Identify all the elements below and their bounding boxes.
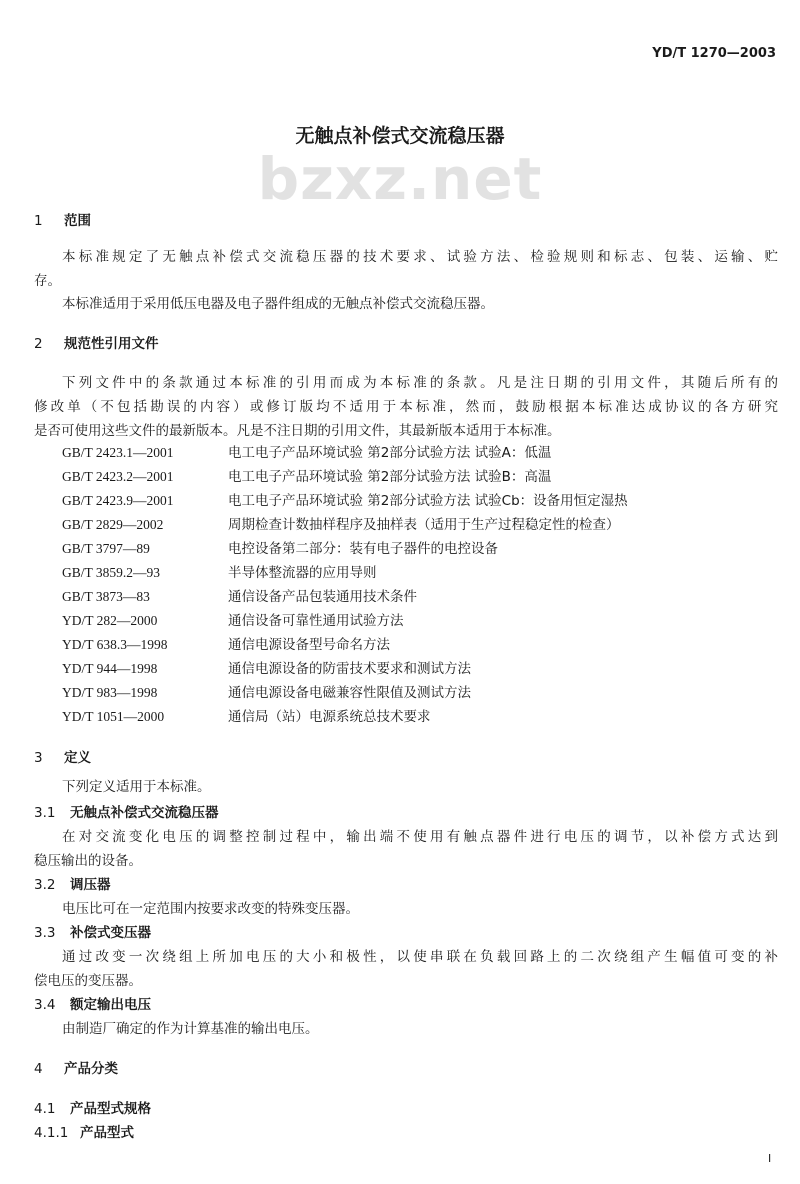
paragraph-line: 偿电压的变压器。 [34, 973, 142, 989]
definition-number: 3.4 [34, 997, 56, 1013]
definition-number: 3.2 [34, 877, 56, 893]
definition-term: 调压器 [70, 877, 111, 893]
reference-title: 通信电源设备电磁兼容性限值及测试方法 [228, 685, 471, 701]
watermark: bzxz.net [257, 152, 543, 206]
paragraph-line: 存。 [34, 273, 61, 289]
subsection-number: 4.1.1 [34, 1125, 69, 1141]
subsection-4-1-1-heading [34, 1124, 134, 1142]
subsection-title: 产品型式 [80, 1125, 134, 1141]
paragraph-line: 下列定义适用于本标准。 [62, 779, 211, 795]
reference-code: GB/T 2423.1—2001 [62, 445, 174, 460]
paragraph-line: 本标准适用于采用低压电器及电子器件组成的无触点补偿式交流稳压器。 [62, 296, 494, 312]
reference-title: 通信电源设备型号命名方法 [228, 637, 390, 653]
definition-3-4-heading [34, 996, 151, 1014]
reference-code: GB/T 3797—89 [62, 541, 150, 556]
reference-title: 电工电子产品环境试验 第2部分试验方法 试验B：高温 [228, 469, 552, 485]
reference-title: 通信局（站）电源系统总技术要求 [228, 709, 431, 725]
definition-3-2-heading [34, 876, 111, 894]
reference-code: GB/T 2423.2—2001 [62, 469, 174, 484]
reference-code: YD/T 983—1998 [62, 685, 158, 700]
paragraph-line: 稳压输出的设备。 [34, 853, 142, 869]
definition-number: 3.3 [34, 925, 56, 941]
reference-code: GB/T 2829—2002 [62, 517, 164, 532]
section-title: 范围 [64, 213, 91, 229]
paragraph-line: 是否可使用这些文件的最新版本。凡是不注日期的引用文件，其最新版本适用于本标准。 [34, 423, 561, 439]
paragraph-line: 本标准规定了无触点补偿式交流稳压器的技术要求、试验方法、检验规则和标志、包装、运输、贮 [62, 249, 778, 265]
reference-title: 通信设备产品包装通用技术条件 [228, 589, 417, 605]
definition-number: 3.1 [34, 805, 56, 821]
paragraph-line: 由制造厂确定的作为计算基准的输出电压。 [62, 1021, 319, 1037]
reference-title: 半导体整流器的应用导则 [228, 565, 377, 581]
standard-code-header: YD/T 1270—2003 [652, 46, 776, 61]
reference-title: 通信电源设备的防雷技术要求和测试方法 [228, 661, 471, 677]
definition-term: 无触点补偿式交流稳压器 [70, 805, 219, 821]
reference-code: YD/T 638.3—1998 [62, 637, 168, 652]
section-3-heading [34, 749, 91, 767]
reference-title: 周期检查计数抽样程序及抽样表（适用于生产过程稳定性的检查） [228, 517, 620, 533]
paragraph-line: 电压比可在一定范围内按要求改变的特殊变压器。 [62, 901, 359, 917]
reference-code: GB/T 2423.9—2001 [62, 493, 174, 508]
reference-code: YD/T 1051—2000 [62, 709, 165, 724]
section-4-heading [34, 1060, 118, 1078]
page-number: I [768, 1152, 772, 1165]
reference-code: YD/T 944—1998 [62, 661, 158, 676]
subsection-title: 产品型式规格 [70, 1101, 151, 1117]
reference-code: GB/T 3859.2—93 [62, 565, 161, 580]
paragraph-line: 修改单（不包括勘误的内容）或修订版均不适用于本标准，然而，鼓励根据本标准达成协议的各方研究 [34, 399, 778, 415]
reference-title: 电工电子产品环境试验 第2部分试验方法 试验Cb：设备用恒定湿热 [228, 493, 628, 509]
reference-title: 通信设备可靠性通用试验方法 [228, 613, 404, 629]
reference-title: 电控设备第二部分：装有电子器件的电控设备 [228, 541, 498, 557]
section-title: 规范性引用文件 [64, 336, 159, 352]
document-title: 无触点补偿式交流稳压器 [295, 125, 505, 147]
paragraph-line: 下列文件中的条款通过本标准的引用而成为本标准的条款。凡是注日期的引用文件，其随后所有的 [62, 375, 778, 391]
section-1-heading [34, 212, 91, 230]
section-title: 产品分类 [64, 1061, 118, 1077]
reference-code: GB/T 3873—83 [62, 589, 150, 604]
definition-3-1-heading [34, 804, 219, 822]
section-number: 1 [34, 213, 43, 229]
section-2-heading [34, 335, 159, 353]
definition-term: 补偿式变压器 [70, 925, 151, 941]
section-number: 2 [34, 336, 43, 352]
paragraph-line: 在对交流变化电压的调整控制过程中，输出端不使用有触点器件进行电压的调节，以补偿方式达到 [62, 829, 778, 845]
section-number: 3 [34, 750, 43, 766]
definition-term: 额定输出电压 [70, 997, 151, 1013]
paragraph-line: 通过改变一次绕组上所加电压的大小和极性，以使串联在负载回路上的二次绕组产生幅值可变的补 [62, 949, 778, 965]
definition-3-3-heading [34, 924, 151, 942]
subsection-number: 4.1 [34, 1101, 56, 1117]
reference-title: 电工电子产品环境试验 第2部分试验方法 试验A：低温 [228, 445, 552, 461]
reference-code: YD/T 282—2000 [62, 613, 158, 628]
subsection-4-1-heading [34, 1100, 151, 1118]
section-title: 定义 [64, 750, 91, 766]
section-number: 4 [34, 1061, 43, 1077]
